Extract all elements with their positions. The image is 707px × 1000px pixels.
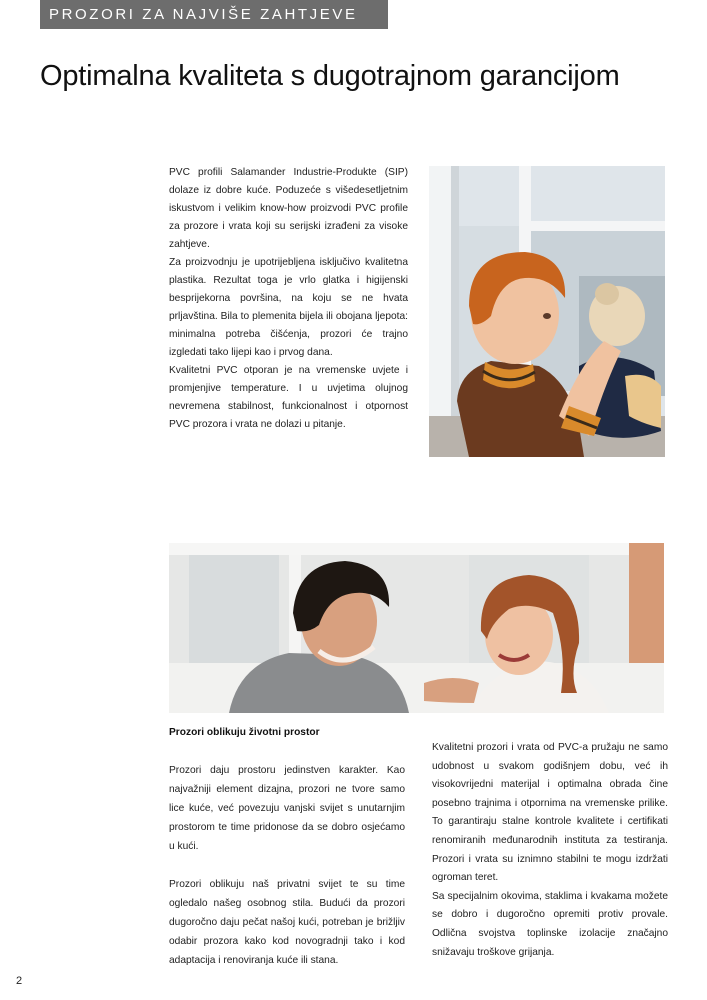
intro-paragraph: PVC profili Salamander Industrie-Produkte (SIP) dolaze iz dobre kuće. Poduzeće s višedesetljetnim iskustvom i velikim know-how proizvodi PVC profile za prozore i vrata koji su serijski izrađeni za visoke zahtjeve. [169,167,408,250]
body-paragraph: Prozori daju prostoru jedinstven karakter. Kao najvažniji element dizajna, prozori ne tvore samo lice kuće, već povezuju vanjski svijet s unutarnjim prostorom te time pridonose da se dobro osjećamo u kući. [169,765,405,852]
body-paragraph: Prozori oblikuju naš privatni svijet te su time ogledalo našeg osobnog stila. Budući da prozori dugoročno daju pečat našoj kući, potreban je brižljiv odabir prozora kako kod novogradnji tako i kod adaptacija i renoviranja kuće ili stana. [169,879,405,966]
left-column [169,723,405,989]
page-number: 2 [16,975,23,987]
body-paragraph: Sa specijalnim okovima, staklima i kvakama možete se dobro i dugoročno opremiti protiv provale. Odlična svojstva toplinske izolacije značajno snižavaju troškove grijanja. [432,890,668,958]
intro-paragraph: Kvalitetni PVC otporan je na vremenske uvjete i promjenjive temperature. I u uvjetima olujnog nevremena stabilnost, funkcionalnost i otpornost PVC prozora i vrata ne dolazi u pitanje. [169,365,408,430]
page-title: Optimalna kvaliteta s dugotrajnom garancijom [40,60,620,92]
body-paragraph: Kvalitetni prozori i vrata od PVC-a pružaju ne samo udobnost u svakom godišnjem dobu, već ih visokovrijedni materijal i optimalna obrada čine posebno trajnima i otpornima na vremenske prilike. To garantiraju stalne kontrole kvalitete i certifikati renomiranih međunarodnih instituta za testiranja. Prozori i vrata su iznimno stabilni te mogu izdržati ogroman teret. [432,742,668,884]
photo-boy-at-window [429,166,665,457]
photo-couple [169,543,664,713]
right-column [432,739,668,962]
section-banner: PROZORI ZA NAJVIŠE ZAHTJEVE [40,0,388,29]
intro-paragraph: Za proizvodnju je upotrijebljena isključivo kvalitetna plastika. Rezultat toga je vrlo glatka i higijenski besprijekorna površina, na koju se ne hvata prljavština. Bila to plemenita bijela ili obojana ljepota: minimalna potreba čišćenja, prozori će trajno izgledati tako lijepi kao i prvog dana. [169,257,408,358]
section-heading: Prozori oblikuju životni prostor [169,727,320,738]
intro-text [169,164,408,434]
